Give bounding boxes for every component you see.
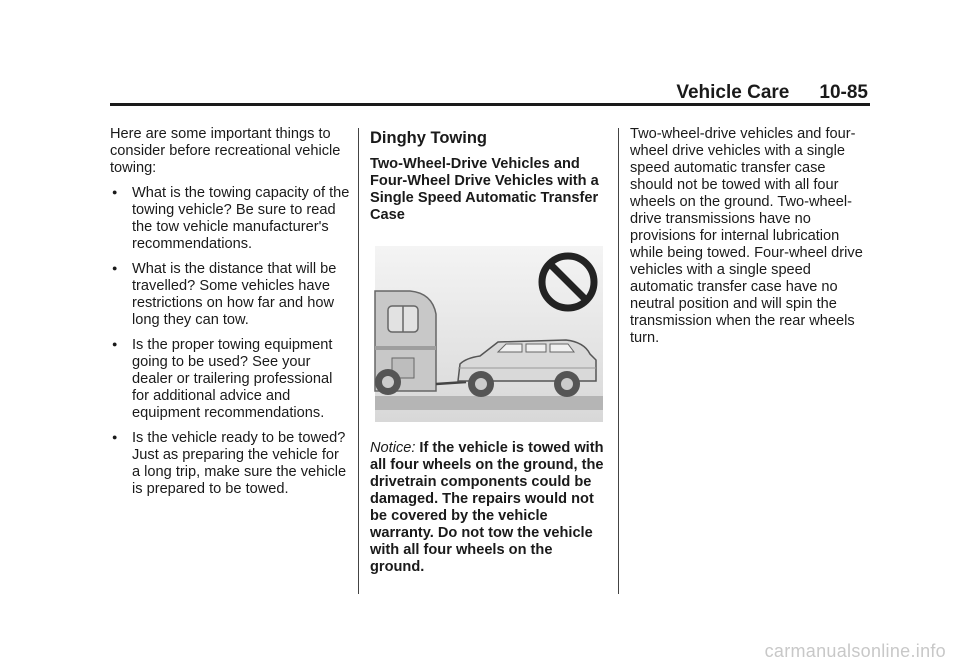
page-header xyxy=(110,82,868,104)
list-item-text: What is the towing capacity of the towing vehicle? Be sure to read the tow vehicle manufacturer's recommendations. xyxy=(132,185,350,252)
motorhome xyxy=(375,291,436,395)
notice-paragraph xyxy=(370,440,606,576)
bullet-icon: ● xyxy=(112,432,118,442)
considerations-list xyxy=(110,185,350,498)
notice-label: Notice: xyxy=(370,440,416,456)
dinghy-towing-illustration xyxy=(370,246,606,422)
list-item xyxy=(110,337,350,422)
notice-text: If the vehicle is towed with all four wheels on the ground, the drivetrain components could be damaged. The repairs would not be covered by the vehicle warranty. Do not tow the vehicle with all four wheels on the ground. xyxy=(370,440,604,575)
ground xyxy=(375,396,603,410)
bullet-icon: ● xyxy=(112,187,118,197)
watermark: carmanualsonline.info xyxy=(764,641,946,661)
list-item xyxy=(110,430,350,498)
header-rule xyxy=(110,103,870,106)
subsection-heading: Two-Wheel-Drive Vehicles and Four-Wheel Drive Vehicles with a Single Speed Automatic Transfer Case xyxy=(370,156,599,223)
section-heading: Dinghy Towing xyxy=(370,129,488,147)
list-item-text: Is the proper towing equipment going to be used? See your dealer or trailering professional for additional advice and equipment recommendations. xyxy=(132,337,333,421)
list-item xyxy=(110,261,350,329)
column-left xyxy=(110,126,350,506)
page-number: 10-85 xyxy=(819,82,868,103)
list-item xyxy=(110,185,350,253)
list-item-text: What is the distance that will be travelled? Some vehicles have restrictions on how far and how long they can tow. xyxy=(132,261,337,328)
column-divider-2 xyxy=(618,128,619,594)
towing-figure-svg xyxy=(370,246,606,422)
list-item-text: Is the vehicle ready to be towed? Just as preparing the vehicle for a long trip, make sure the vehicle is prepared to be towed. xyxy=(132,430,347,497)
column-divider-1 xyxy=(358,128,359,594)
body-paragraph: Two-wheel-drive vehicles and four-wheel drive vehicles with a single speed automatic transfer case should not be towed with all four wheels on the ground. Two-wheel-drive transmissions have no provisions for internal lubrication while being towed. Four-wheel drive vehicles with a single speed automatic transfer case have no neutral position and will spin the transmission when the rear wheels turn. xyxy=(630,126,863,346)
intro-paragraph: Here are some important things to consider before recreational vehicle towing: xyxy=(110,126,341,176)
bullet-icon: ● xyxy=(112,339,118,349)
column-right xyxy=(630,126,870,347)
column-middle xyxy=(370,126,606,576)
section-title: Vehicle Care xyxy=(676,82,790,103)
bullet-icon: ● xyxy=(112,263,118,273)
